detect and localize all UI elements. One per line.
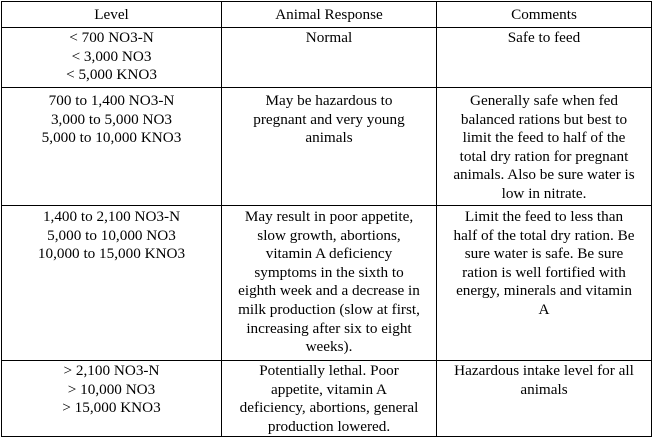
header-animal-response: Animal Response xyxy=(222,2,437,28)
response-line: eighth week and a decrease in xyxy=(238,282,420,300)
level-cell xyxy=(2,88,222,206)
header-row xyxy=(2,2,652,28)
table-row xyxy=(2,28,652,88)
response-line: vitamin A deficiency xyxy=(265,245,393,263)
header-comments: Comments xyxy=(437,2,652,28)
response-line: increasing after six to eight xyxy=(246,319,412,337)
animal-response-cell xyxy=(222,206,437,361)
response-line: Potentially lethal. Poor xyxy=(259,362,399,379)
table-row xyxy=(2,206,652,361)
response-line: deficiency, abortions, general xyxy=(239,399,419,417)
animal-response-cell xyxy=(222,28,437,88)
response-line: slow growth, abortions, xyxy=(257,226,401,244)
response-line: production lowered. xyxy=(267,417,391,435)
level-line: 1,400 to 2,100 NO3-N xyxy=(42,208,181,225)
response-line: appetite, vitamin A xyxy=(271,380,387,398)
table-row xyxy=(2,361,652,437)
level-line: < 5,000 KNO3 xyxy=(66,66,157,84)
comments-line: Safe to feed xyxy=(507,29,581,46)
comments-cell xyxy=(437,28,652,88)
level-line: 5,000 to 10,000 KNO3 xyxy=(41,129,182,147)
response-line: May be hazardous to xyxy=(265,92,393,109)
comments-line: total dry ration for pregnant xyxy=(459,147,629,165)
level-line: < 700 NO3-N xyxy=(69,29,154,46)
comments-cell xyxy=(437,361,652,437)
level-line: 5,000 to 10,000 NO3 xyxy=(47,226,176,244)
header-level: Level xyxy=(2,2,222,28)
comments-line: limit the feed to half of the xyxy=(462,129,626,147)
level-cell xyxy=(2,361,222,437)
level-cell xyxy=(2,206,222,361)
comments-cell xyxy=(437,206,652,361)
level-line: > 15,000 KNO3 xyxy=(62,399,161,417)
response-line: Normal xyxy=(305,29,353,46)
response-line: symptoms in the sixth to xyxy=(254,263,404,281)
level-cell xyxy=(2,28,222,88)
response-line: milk production (slow at first, xyxy=(238,300,420,318)
level-line: < 3,000 NO3 xyxy=(71,47,152,65)
comments-line: half of the total dry ration. Be xyxy=(453,226,635,244)
comments-line: energy, minerals and vitamin xyxy=(456,282,632,300)
response-line: pregnant and very young xyxy=(253,110,405,128)
comments-line: balanced rations but best to xyxy=(460,110,628,128)
comments-line: animals. Also be sure water is xyxy=(453,166,635,184)
comments-line: A xyxy=(538,300,550,318)
animal-response-cell xyxy=(222,361,437,437)
comments-line: low in nitrate. xyxy=(501,184,587,202)
comments-line: Generally safe when fed xyxy=(469,92,618,109)
response-line: weeks). xyxy=(305,338,353,356)
level-line: > 2,100 NO3-N xyxy=(63,362,160,379)
comments-line: Hazardous intake level for all xyxy=(454,362,634,379)
nitrate-level-table xyxy=(1,1,652,437)
comments-line: ration is well fortified with xyxy=(462,263,626,281)
level-line: > 10,000 NO3 xyxy=(67,380,156,398)
level-line: 10,000 to 15,000 KNO3 xyxy=(37,245,186,263)
comments-cell xyxy=(437,88,652,206)
comments-line: Limit the feed to less than xyxy=(464,208,624,225)
level-line: 3,000 to 5,000 NO3 xyxy=(50,110,173,128)
comments-line: sure water is safe. Be sure xyxy=(464,245,624,263)
table-row xyxy=(2,88,652,206)
response-line: May result in poor appetite, xyxy=(244,208,414,225)
comments-line: animals xyxy=(520,380,568,398)
response-line: animals xyxy=(305,129,353,147)
level-line: 700 to 1,400 NO3-N xyxy=(48,92,175,109)
animal-response-cell xyxy=(222,88,437,206)
